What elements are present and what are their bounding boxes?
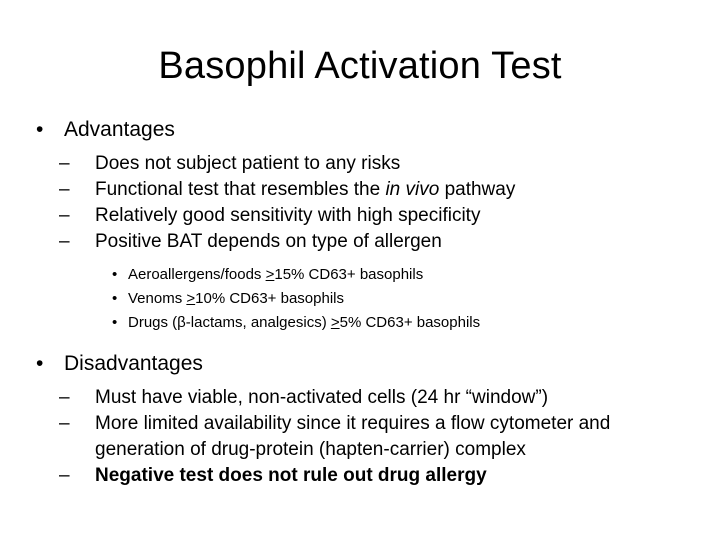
threshold-item: • Aeroallergens/foods >15% CD63+ basophils (36, 263, 696, 287)
dash-marker: – (59, 387, 70, 408)
dash-marker: – (59, 179, 70, 200)
disadvantage-item (36, 463, 696, 489)
disadvantage-item (36, 385, 696, 411)
disadvantage-item (36, 411, 696, 463)
disadvantage-text: Must have viable, non-activated cells (24 hr “window”) (95, 387, 549, 408)
dash-marker: – (59, 413, 70, 434)
slide-title: Basophil Activation Test (158, 45, 562, 87)
disadvantage-text: Negative test does not rule out drug allergy (95, 465, 487, 486)
advantage-text: Functional test that resembles the in vivo pathway (95, 179, 516, 200)
dash-marker: – (59, 465, 70, 486)
dash-marker: – (59, 205, 70, 226)
threshold-item: • Drugs (β-lactams, analgesics) >5% CD63+ basophils (36, 311, 696, 335)
bullet-marker: • (112, 314, 118, 331)
advantage-item (36, 151, 696, 177)
allergen-thresholds-list (36, 263, 696, 335)
disadvantages-heading: Disadvantages (64, 352, 203, 375)
advantage-text: Does not subject patient to any risks (95, 153, 401, 174)
gte-symbol: > (186, 290, 196, 307)
advantages-heading: Advantages (64, 118, 175, 141)
bullet-marker: • (36, 118, 44, 141)
bullet-marker: • (112, 266, 118, 283)
disadvantages-bullet (36, 349, 696, 379)
advantages-list (36, 151, 696, 255)
gte-symbol: > (265, 266, 275, 283)
advantage-item (36, 229, 696, 255)
advantage-text: Relatively good sensitivity with high specificity (95, 205, 481, 226)
dash-marker: – (59, 231, 70, 252)
disadvantage-text: More limited availability since it requires a flow cytometer and generation of drug-protein (hapten-carrier) complex (95, 413, 611, 460)
slide-body (36, 115, 696, 489)
advantage-text: Positive BAT depends on type of allergen (95, 231, 442, 252)
italic-term: in vivo (385, 179, 440, 200)
dash-marker: – (59, 153, 70, 174)
advantage-item (36, 203, 696, 229)
advantage-item (36, 177, 696, 203)
bullet-marker: • (112, 290, 118, 307)
bullet-marker: • (36, 352, 44, 375)
threshold-item: • Venoms >10% CD63+ basophils (36, 287, 696, 311)
disadvantages-list (36, 385, 696, 489)
advantages-bullet (36, 115, 696, 145)
gte-symbol: > (330, 314, 340, 331)
